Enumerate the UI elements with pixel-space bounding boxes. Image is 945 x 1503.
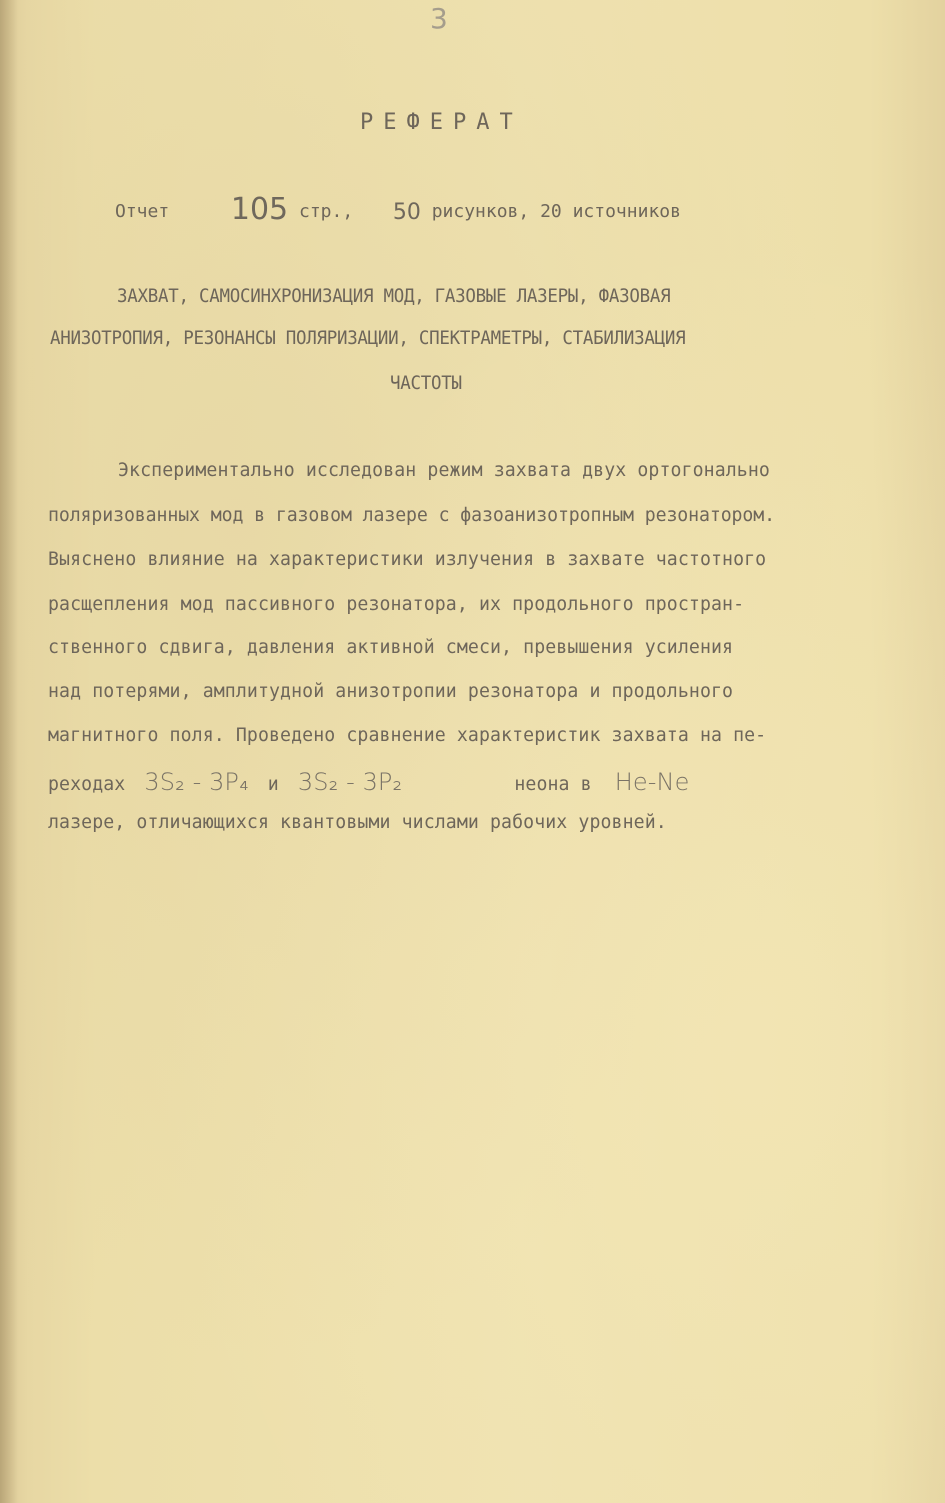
transitions-middle: неона в bbox=[514, 774, 592, 795]
abstract-line-7: магнитного поля. Проведено сравнение характеристик захвата на пе- bbox=[48, 725, 767, 746]
pages-suffix: стр., bbox=[298, 201, 354, 222]
transition-2: 3S₂ - 3P₂ bbox=[297, 768, 403, 796]
abstract-line-2: поляризованных мод в газовом лазере с фазоанизотропным резонатором. bbox=[48, 505, 775, 526]
keywords-line-2: АНИЗОТРОПИЯ, РЕЗОНАНСЫ ПОЛЯРИЗАЦИИ, СПЕКТРАМЕТРЫ, СТАБИЛИЗАЦИЯ bbox=[50, 327, 686, 349]
report-prefix: Отчет bbox=[115, 201, 170, 222]
abstract-line-5: ственного сдвига, давления активной смеси, превышения усиления bbox=[48, 637, 734, 658]
keywords-line-1: ЗАХВАТ, САМОСИНХРОНИЗАЦИЯ МОД, ГАЗОВЫЕ ЛАЗЕРЫ, ФАЗОВАЯ bbox=[117, 285, 671, 307]
figures-count: 50 bbox=[392, 200, 421, 225]
abstract-line-6: над потерями, амплитудной анизотропии резонатора и продольного bbox=[48, 681, 734, 702]
abstract-line-4: расщепления мод пассивного резонатора, их продольного простран- bbox=[48, 594, 745, 615]
transitions-prefix: реходах bbox=[48, 774, 126, 795]
page-edge-shadow bbox=[0, 0, 18, 1503]
keywords-line-3: ЧАСТОТЫ bbox=[390, 372, 462, 394]
abstract-line-1: Экспериментально исследован режим захвата двух ортогонально bbox=[118, 460, 770, 481]
transition-1: 3S₂ - 3P₄ bbox=[144, 768, 249, 796]
pages-count: 105 bbox=[230, 192, 289, 227]
transition-conjunction: и bbox=[267, 774, 279, 795]
report-info bbox=[115, 192, 681, 227]
page-number: 3 bbox=[430, 2, 448, 35]
abstract-line-3: Выяснено влияние на характеристики излучения в захвате частотного bbox=[48, 549, 767, 570]
figures-suffix: рисунков, 20 источников bbox=[431, 201, 681, 222]
transitions-line bbox=[48, 768, 689, 796]
abstract-last-line: лазере, отличающихся квантовыми числами рабочих уровней. bbox=[48, 812, 667, 833]
laser-type: He-Ne bbox=[614, 768, 690, 796]
document-title: РЕФЕРАТ bbox=[360, 110, 523, 135]
